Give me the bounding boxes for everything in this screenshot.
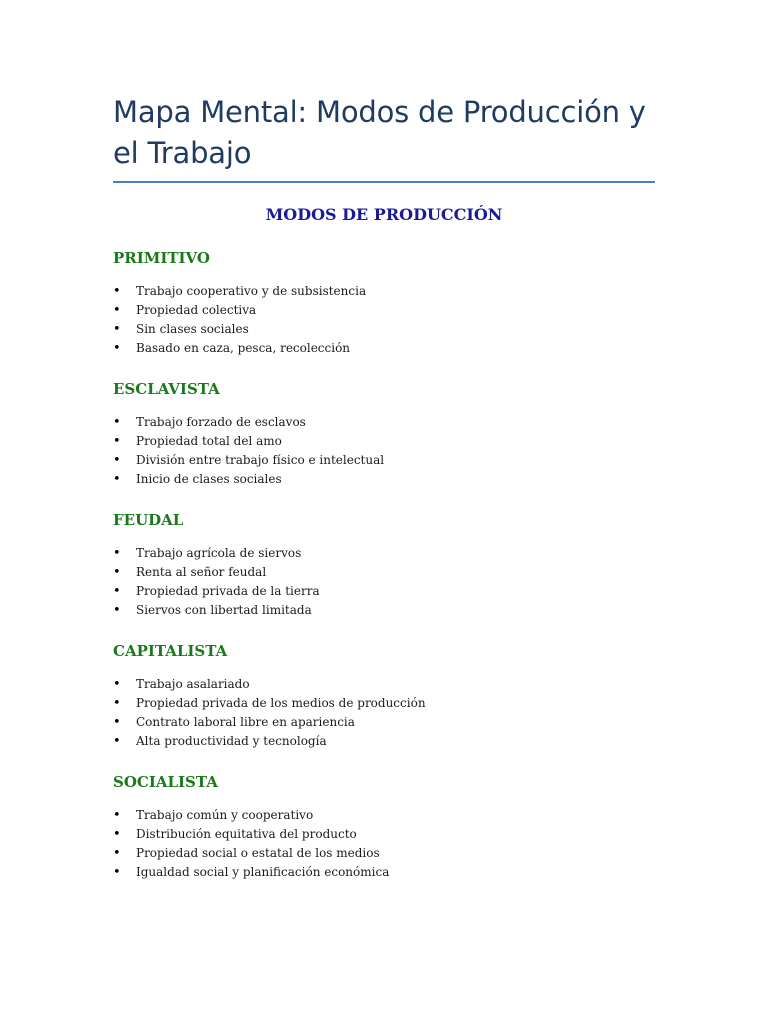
bullet-icon: •: [113, 341, 121, 356]
title-underline: [113, 181, 655, 183]
list-item: [113, 582, 655, 601]
bullet-icon: •: [113, 808, 121, 823]
list-item-text: Alta productividad y tecnología: [136, 734, 327, 748]
bullet-icon: •: [113, 734, 121, 749]
list-item: [113, 601, 655, 620]
bullet-icon: •: [113, 677, 121, 692]
list-item-text: Basado en caza, pesca, recolección: [136, 341, 351, 355]
list-item-text: Distribución equitativa del producto: [136, 827, 357, 841]
section-heading: CAPITALISTA: [113, 642, 228, 660]
main-heading: MODOS DE PRODUCCIÓN: [265, 205, 503, 224]
bullet-icon: •: [113, 303, 121, 318]
bullet-icon: •: [113, 434, 121, 449]
list-item: [113, 825, 655, 844]
bullet-icon: •: [113, 546, 121, 561]
list-item-text: Siervos con libertad limitada: [136, 603, 312, 617]
list-item: [113, 863, 655, 882]
list-item-text: Propiedad social o estatal de los medios: [136, 846, 380, 860]
list-item: [113, 844, 655, 863]
bullet-icon: •: [113, 584, 121, 599]
section-heading: FEUDAL: [113, 511, 184, 529]
section-heading: ESCLAVISTA: [113, 380, 220, 398]
list-item: [113, 339, 655, 358]
list-item-text: Propiedad colectiva: [136, 303, 257, 317]
section-primitivo: [113, 248, 655, 358]
section-socialista: [113, 772, 655, 882]
section-heading: PRIMITIVO: [113, 249, 211, 267]
list-item-text: Renta al señor feudal: [136, 565, 267, 579]
sections-container: [113, 248, 655, 882]
list-item: [113, 675, 655, 694]
list-item: [113, 694, 655, 713]
bullet-icon: •: [113, 827, 121, 842]
bullet-icon: •: [113, 865, 121, 880]
bullet-list: [113, 413, 655, 489]
bullet-icon: •: [113, 415, 121, 430]
bullet-icon: •: [113, 696, 121, 711]
list-item-text: Propiedad privada de los medios de producción: [136, 696, 426, 710]
bullet-icon: •: [113, 472, 121, 487]
section-esclavista: [113, 379, 655, 489]
document-title: Mapa Mental: Modos de Producción y el Trabajo: [113, 95, 646, 170]
section-capitalista: [113, 641, 655, 751]
bullet-icon: •: [113, 715, 121, 730]
list-item: [113, 732, 655, 751]
bullet-icon: •: [113, 846, 121, 861]
section-feudal: [113, 510, 655, 620]
bullet-list: [113, 282, 655, 358]
document-page: [113, 92, 655, 882]
list-item: [113, 713, 655, 732]
list-item: [113, 470, 655, 489]
bullet-icon: •: [113, 284, 121, 299]
bullet-icon: •: [113, 603, 121, 618]
list-item-text: Trabajo forzado de esclavos: [136, 415, 306, 429]
list-item-text: Sin clases sociales: [136, 322, 249, 336]
bullet-icon: •: [113, 453, 121, 468]
bullet-list: [113, 544, 655, 620]
list-item-text: Contrato laboral libre en apariencia: [136, 715, 355, 729]
list-item: [113, 413, 655, 432]
list-item: [113, 432, 655, 451]
list-item-text: Inicio de clases sociales: [136, 472, 282, 486]
list-item: [113, 544, 655, 563]
bullet-list: [113, 675, 655, 751]
list-item: [113, 451, 655, 470]
list-item-text: Propiedad total del amo: [136, 434, 282, 448]
list-item-text: Trabajo asalariado: [136, 677, 250, 691]
list-item: [113, 282, 655, 301]
list-item: [113, 563, 655, 582]
list-item-text: Trabajo común y cooperativo: [136, 808, 314, 822]
list-item-text: Trabajo agrícola de siervos: [136, 546, 302, 560]
list-item: [113, 301, 655, 320]
bullet-icon: •: [113, 322, 121, 337]
list-item: [113, 320, 655, 339]
list-item-text: Igualdad social y planificación económica: [136, 865, 390, 879]
section-heading: SOCIALISTA: [113, 773, 218, 791]
list-item-text: División entre trabajo físico e intelectual: [136, 453, 385, 467]
list-item-text: Trabajo cooperativo y de subsistencia: [136, 284, 367, 298]
list-item: [113, 806, 655, 825]
bullet-list: [113, 806, 655, 882]
list-item-text: Propiedad privada de la tierra: [136, 584, 320, 598]
bullet-icon: •: [113, 565, 121, 580]
